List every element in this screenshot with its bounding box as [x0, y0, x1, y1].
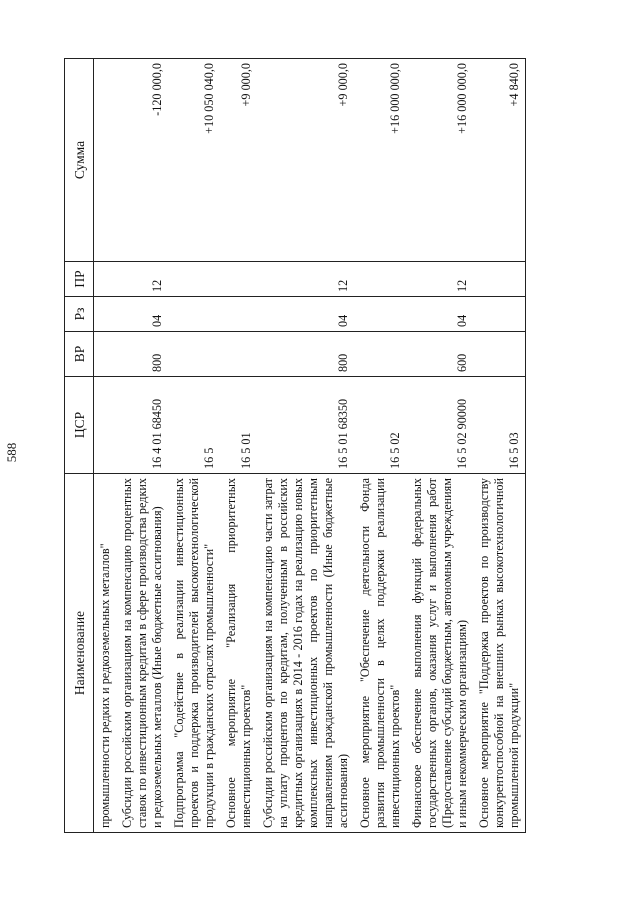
row-vr	[168, 332, 220, 377]
header-name: Наименование	[65, 474, 94, 833]
row-rz	[354, 297, 406, 332]
row-name: Основное мероприятие "Обеспечение деятельности Фонда развития промышленности в целях поддержки реализации инвестиционных проектов"	[354, 474, 406, 833]
row-csr: 16 5 01	[220, 377, 257, 474]
header-sum: Сумма	[65, 59, 94, 262]
table-row	[473, 59, 526, 833]
row-pr	[94, 262, 117, 297]
row-rz	[168, 297, 220, 332]
row-vr	[354, 332, 406, 377]
row-csr: 16 5	[168, 377, 220, 474]
table-row	[354, 59, 406, 833]
row-csr: 16 4 01 68450	[116, 377, 168, 474]
row-pr	[354, 262, 406, 297]
header-rz: Рз	[65, 297, 94, 332]
row-rz: 04	[406, 297, 473, 332]
row-pr	[220, 262, 257, 297]
row-sum: +9 000,0	[220, 59, 257, 262]
row-name: Финансовое обеспечение выполнения функций федеральных государственных органов, оказания услуг и выполнения работ (Предоставление субсидий бюджетным, автономным учреждениям и иным некоммерческим организациям)	[406, 474, 473, 833]
row-vr	[94, 332, 117, 377]
row-sum: +4 840,0	[473, 59, 526, 262]
row-vr: 800	[257, 332, 354, 377]
row-name: Субсидии российским организациям на компенсацию процентных ставок по инвестиционным кредитам в сфере производства редких и редкоземельных металлов (Иные бюджетные ассигнования)	[116, 474, 168, 833]
row-rz	[220, 297, 257, 332]
row-pr: 12	[257, 262, 354, 297]
header-pr: ПР	[65, 262, 94, 297]
budget-table	[64, 58, 526, 833]
row-sum: -120 000,0	[116, 59, 168, 262]
row-name: Подпрограмма "Содействие в реализации инвестиционных проектов и поддержка производителей высокотехнологической продукции в гражданских отраслях промышленности"	[168, 474, 220, 833]
row-csr	[94, 377, 117, 474]
row-sum: +9 000,0	[257, 59, 354, 262]
row-name: промышленности редких и редкоземельных металлов"	[94, 474, 117, 833]
row-csr: 16 5 02 90000	[406, 377, 473, 474]
row-sum	[94, 59, 117, 262]
header-csr: ЦСР	[65, 377, 94, 474]
row-rz: 04	[116, 297, 168, 332]
row-name: Субсидии российским организациям на компенсацию части затрат на уплату процентов по кредитам, полученным в российских кредитных организациях в 2014 - 2016 годах на реализацию новых комплексных инвестиционных проектов по приоритетным направлениям гражданской промышленности (Иные бюджетные ассигнования)	[257, 474, 354, 833]
row-vr	[473, 332, 526, 377]
table-row	[168, 59, 220, 833]
table-row	[220, 59, 257, 833]
page-number: 588	[4, 442, 19, 463]
header-vr: ВР	[65, 332, 94, 377]
row-pr	[473, 262, 526, 297]
row-sum: +16 000 000,0	[406, 59, 473, 262]
row-csr: 16 5 03	[473, 377, 526, 474]
row-rz	[473, 297, 526, 332]
table-row	[116, 59, 168, 833]
row-vr	[220, 332, 257, 377]
row-vr: 600	[406, 332, 473, 377]
row-rz: 04	[257, 297, 354, 332]
row-rz	[94, 297, 117, 332]
row-sum: +10 050 040,0	[168, 59, 220, 262]
row-name: Основное мероприятие "Поддержка проектов по производству конкурентоспособной на внешних рынках высокотехнологичной промышленной продукции"	[473, 474, 526, 833]
table-row	[257, 59, 354, 833]
row-sum: +16 000 000,0	[354, 59, 406, 262]
row-vr: 800	[116, 332, 168, 377]
table-header-row	[65, 59, 94, 833]
table-row	[94, 59, 117, 833]
row-csr: 16 5 01 68350	[257, 377, 354, 474]
row-csr: 16 5 02	[354, 377, 406, 474]
row-pr: 12	[406, 262, 473, 297]
row-pr: 12	[116, 262, 168, 297]
table-row	[406, 59, 473, 833]
row-name: Основное мероприятие "Реализация приоритетных инвестиционных проектов"	[220, 474, 257, 833]
row-pr	[168, 262, 220, 297]
